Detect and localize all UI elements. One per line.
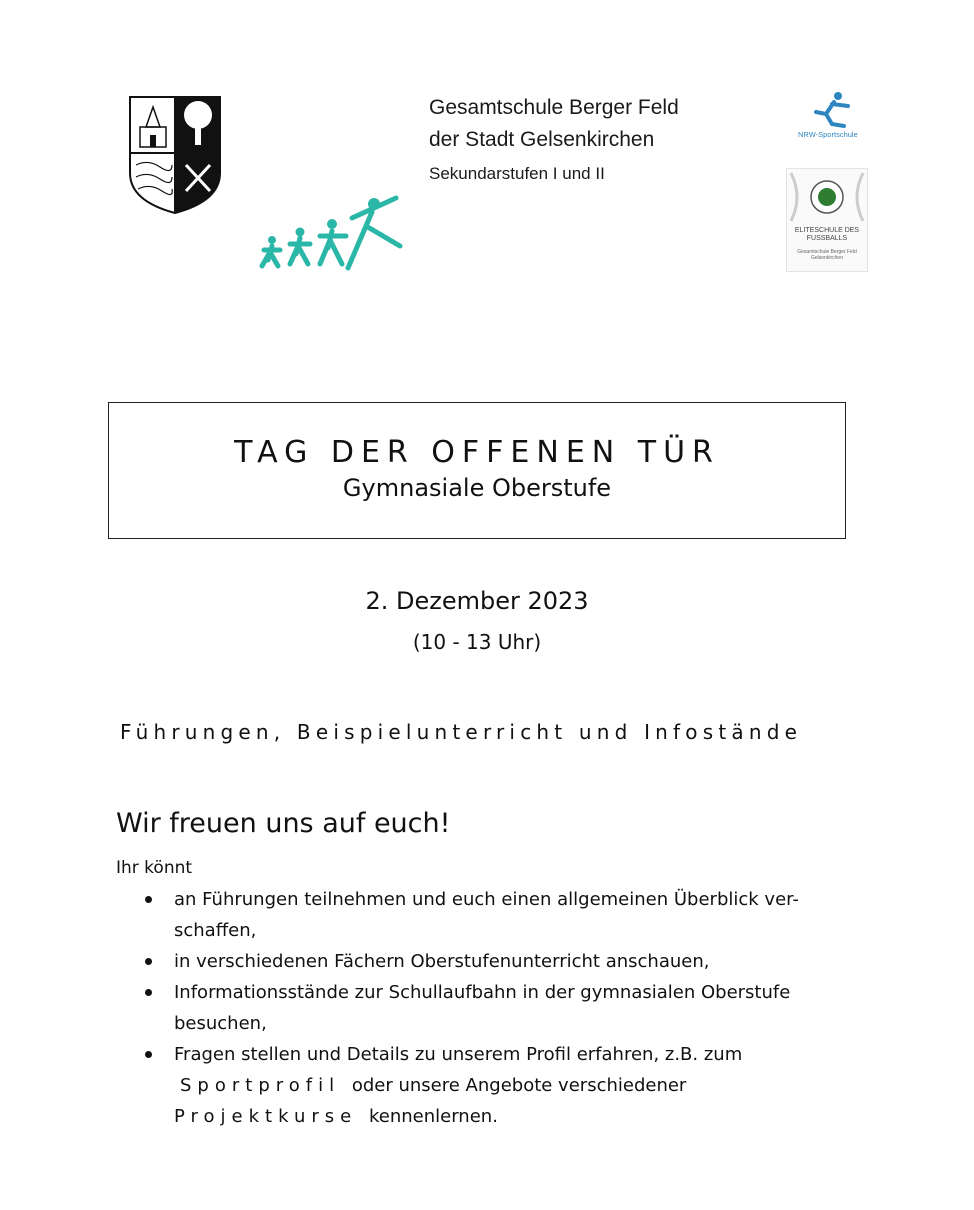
event-date: 2. Dezember 2023	[365, 587, 589, 615]
bullet-dot	[145, 896, 152, 903]
list-item-text: Fragen stellen und Details zu unserem Profil erfahren, z.B. zum	[174, 1044, 743, 1065]
event-title-box	[108, 402, 846, 539]
event-title: TAG DER OFFENEN TÜR	[234, 435, 720, 470]
school-name-line1: Gesamtschule Berger Feld	[429, 96, 679, 119]
projektkurse-term: Projektkurse	[174, 1106, 358, 1127]
school-name-block	[429, 92, 679, 184]
school-levels: Sekundarstufen I und II	[429, 164, 605, 183]
eliteschule-fussball-logo	[786, 168, 868, 272]
list-item	[145, 1039, 865, 1132]
sportprofil-term: Sportprofil	[180, 1075, 341, 1096]
list-item	[145, 946, 865, 977]
list-item	[145, 884, 865, 946]
list-item-text: an Führungen teilnehmen und euch einen allgemeinen Überblick ver-schaffen,	[174, 889, 799, 941]
list-item-text: Informationsstände zur Schullaufbahn in der gymnasialen Oberstufe besuchen,	[174, 982, 791, 1034]
bullet-dot	[145, 989, 152, 996]
nrw-badge-text: NRW-Sportschule	[798, 130, 858, 139]
nrw-sportschule-logo	[796, 90, 872, 142]
city-coat-of-arms	[128, 95, 222, 215]
elite-badge-title: ELITESCHULE DES FUSSBALLS	[794, 227, 860, 242]
school-logo-runners	[256, 188, 406, 278]
list-item-text: oder unsere Angebote verschiedener	[351, 1075, 687, 1096]
offer-list	[145, 884, 865, 1132]
welcome-heading: Wir freuen uns auf euch!	[116, 808, 451, 839]
event-time: (10 - 13 Uhr)	[412, 630, 542, 654]
event-subtitle: Gymnasiale Oberstufe	[342, 474, 612, 502]
bullet-dot	[145, 1051, 152, 1058]
bullet-dot	[145, 958, 152, 965]
list-item-text: in verschiedenen Fächern Oberstufenunterricht anschauen,	[174, 951, 710, 972]
school-name-line2: der Stadt Gelsenkirchen	[429, 128, 655, 151]
elite-badge-subtitle: Gesamtschule Berger Feld Gelsenkirchen	[797, 249, 857, 261]
event-activities: Führungen, Beispielunterricht und Infostände	[120, 720, 803, 744]
list-item-text: kennenlernen.	[368, 1106, 498, 1127]
intro-text: Ihr könnt	[116, 858, 193, 878]
list-item	[145, 977, 865, 1039]
